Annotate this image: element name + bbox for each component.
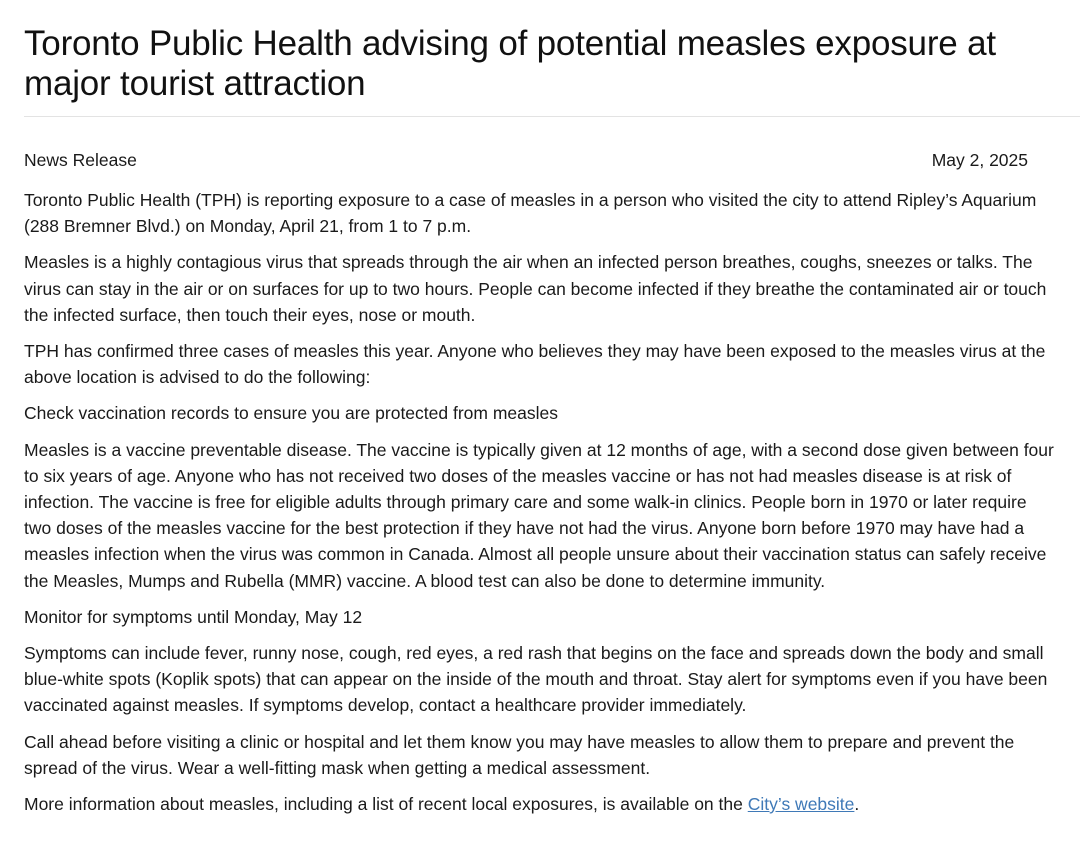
subheading-vaccination: Check vaccination records to ensure you are protected from measles [24, 403, 559, 424]
page-title-line-1: Toronto Public Health advising of potential measles exposure at [24, 24, 996, 63]
page-title-line-2: major tourist attraction [24, 64, 366, 103]
paragraph-call-ahead: Call ahead before visiting a clinic or hospital and let them know you may have measles to allow them to prepare and prevent the spread of the virus. Wear a well-fitting mask when getting a medical assessment. [24, 731, 1015, 778]
paragraph-symptoms: Symptoms can include fever, runny nose, cough, red eyes, a red rash that begins on the face and spreads down the body and small blue-white spots (Koplik spots) that can appear on the inside of the mouth and throat. Stay alert for symptoms even if you have been vaccinated against measles. If symptoms develop, contact a healthcare provider immediately. [24, 643, 1048, 716]
title-divider [24, 116, 1080, 117]
release-date: May 2, 2025 [931, 150, 1028, 170]
subheading-monitor: Monitor for symptoms until Monday, May 12 [24, 606, 363, 627]
paragraph-cases: TPH has confirmed three cases of measles this year. Anyone who believes they may have been exposed to the measles virus at the above location is advised to do the following: [24, 341, 1046, 388]
release-meta [24, 149, 1028, 171]
more-info-text: More information about measles, including a list of recent local exposures, is available on the [24, 794, 748, 815]
paragraph-exposure: Toronto Public Health (TPH) is reporting exposure to a case of measles in a person who visited the city to attend Ripley’s Aquarium (288 Bremner Blvd.) on Monday, April 21, from 1 to 7 p.m. [24, 190, 1037, 237]
article-body [24, 187, 1054, 817]
paragraph-vaccine: Measles is a vaccine preventable disease. The vaccine is typically given at 12 months of age, with a second dose given between four to six years of age. Anyone who has not received two doses of the measles vaccine or has not had measles disease is at risk of infection. The vaccine is free for eligible adults through primary care and some walk-in clinics. People born in 1970 or later require two doses of the measles vaccine for the best protection if they have not had the virus. Anyone born before 1970 may have had a measles infection when the virus was common in Canada. Almost all people unsure about their vaccination status can safely receive the Measles, Mumps and Rubella (MMR) vaccine. A blood test can also be done to determine immunity. [24, 439, 1054, 591]
more-info-period: . [854, 794, 860, 815]
release-type-label: News Release [24, 150, 137, 170]
city-website-link[interactable]: City’s website [747, 794, 855, 815]
paragraph-more-info [24, 791, 1054, 817]
page-title [24, 0, 1080, 104]
paragraph-transmission: Measles is a highly contagious virus that spreads through the air when an infected person breathes, coughs, sneezes or talks. The virus can stay in the air or on surfaces for up to two hours. People can become infected if they breathe the contaminated air or touch the infected surface, then touch their eyes, nose or mouth. [24, 252, 1047, 325]
